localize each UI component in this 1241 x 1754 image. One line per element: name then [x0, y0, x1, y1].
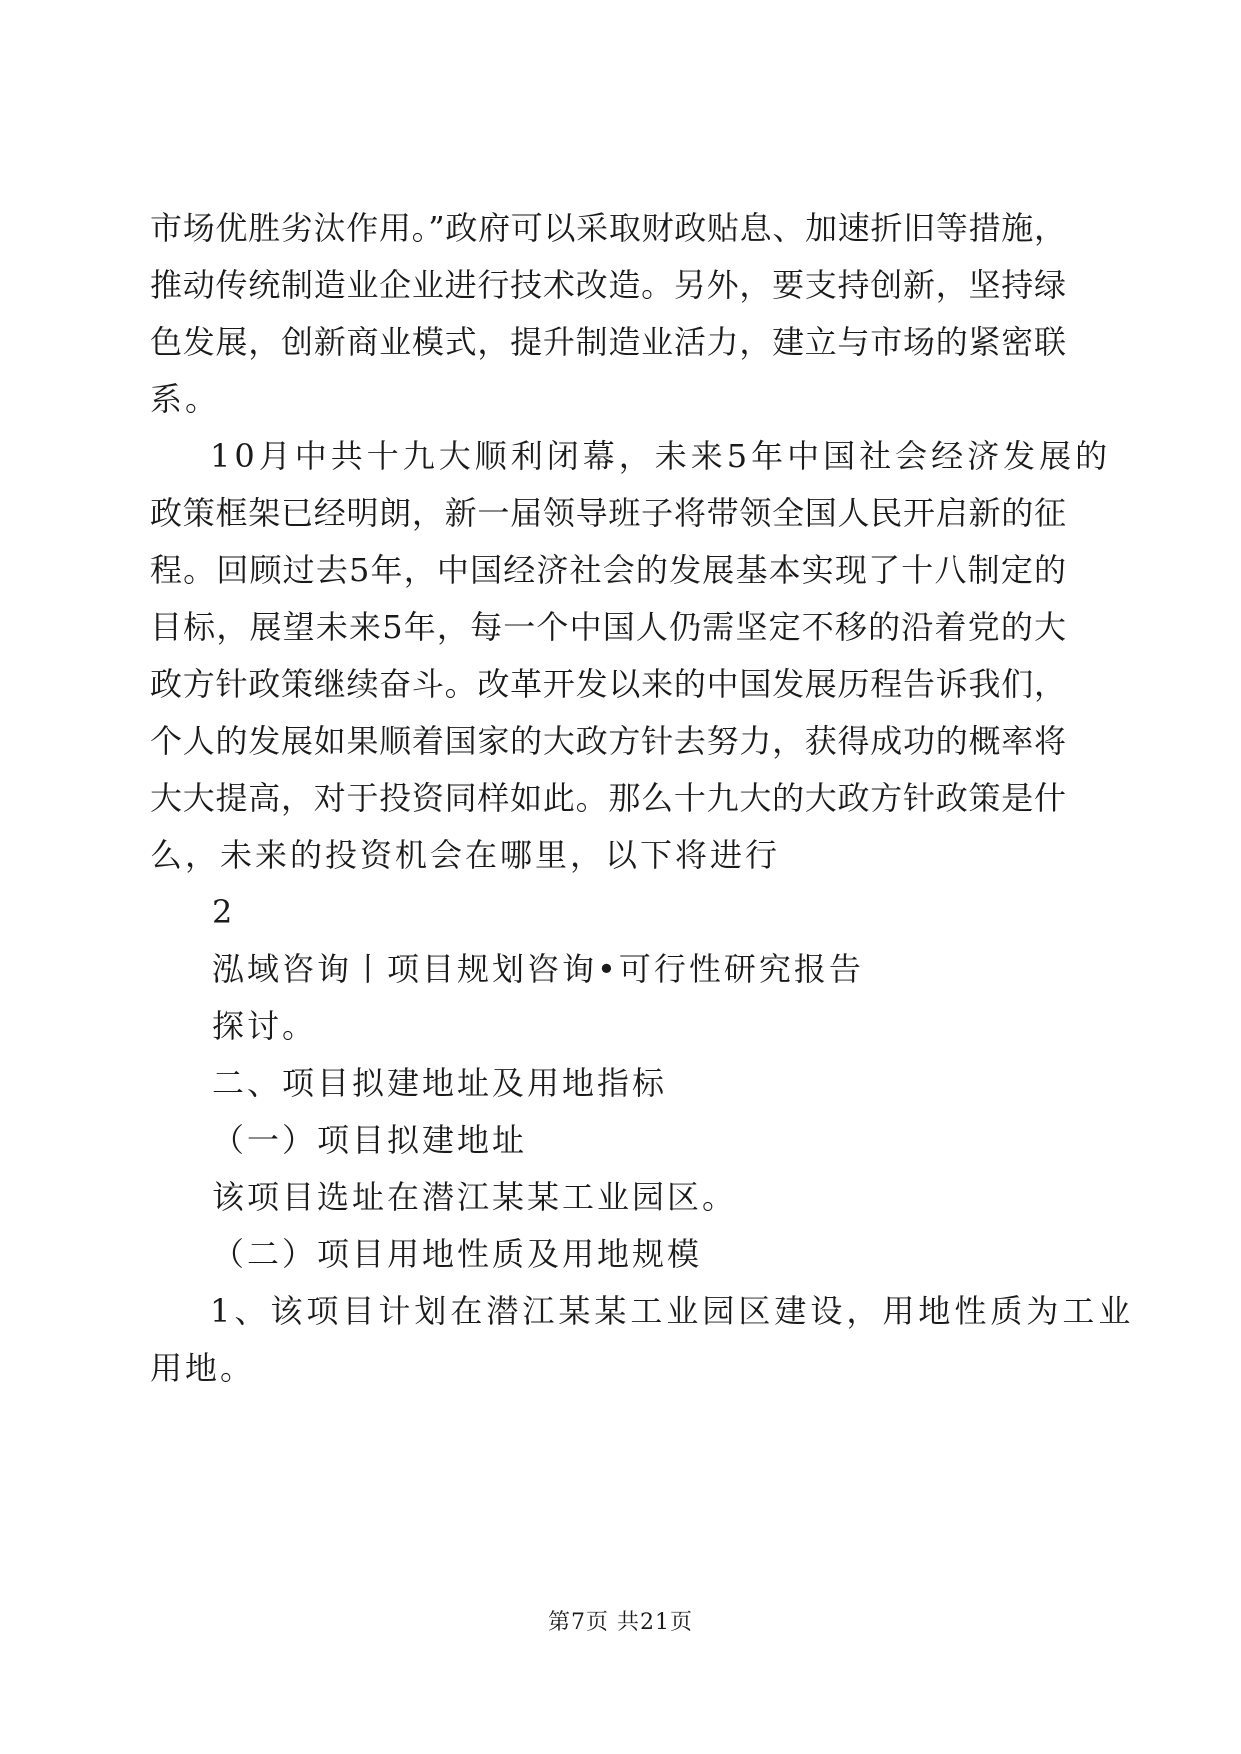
- paragraph-1-line-1: 市场优胜劣汰作用。”政府可以采取财政贴息、加速折旧等措施，: [150, 209, 1066, 247]
- paragraph-2-line-3: 程。回顾过去5年，中国经济社会的发展基本实现了十八制定的: [150, 551, 1066, 589]
- continuation-text: 探讨。: [212, 1007, 318, 1045]
- running-header: 泓域咨询丨项目规划咨询•可行性研究报告: [212, 950, 864, 988]
- item-1-line-2: 用地。: [150, 1349, 256, 1387]
- item-1-line-1: 1、该项目计划在潜江某某工业园区建设，用地性质为工业: [210, 1292, 1135, 1330]
- paragraph-1-line-3: 色发展，创新商业模式，提升制造业活力，建立与市场的紧密联: [150, 323, 1066, 361]
- paragraph-2-line-4: 目标，展望未来5年，每一个中国人仍需坚定不移的沿着党的大: [150, 608, 1066, 646]
- paragraph-2-line-7: 大大提高，对于投资同样如此。那么十九大的大政方针政策是什: [150, 779, 1066, 817]
- subsection-1-heading: （一）项目拟建地址: [212, 1121, 528, 1159]
- paragraph-2-line-8: 么，未来的投资机会在哪里，以下将进行: [150, 836, 781, 874]
- paragraph-2-line-1: 10月中共十九大顺利闭幕，未来5年中国社会经济发展的: [210, 437, 1112, 475]
- paragraph-2-line-6: 个人的发展如果顺着国家的大政方针去努力，获得成功的概率将: [150, 722, 1066, 760]
- subsection-2-heading: （二）项目用地性质及用地规模: [212, 1235, 703, 1273]
- paragraph-2-line-2: 政策框架已经明朗，新一届领导班子将带领全国人民开启新的征: [150, 494, 1066, 532]
- paragraph-1-line-2: 推动传统制造业企业进行技术改造。另外，要支持创新，坚持绿: [150, 266, 1066, 304]
- section-heading: 二、项目拟建地址及用地指标: [212, 1064, 668, 1102]
- paragraph-2-line-5: 政方针政策继续奋斗。改革开发以来的中国发展历程告诉我们，: [150, 665, 1066, 703]
- subsection-1-text: 该项目选址在潜江某某工业园区。: [212, 1178, 738, 1216]
- paragraph-1-line-4: 系。: [150, 380, 221, 418]
- page-marker: 2: [212, 893, 236, 931]
- page-footer: 第7页 共21页: [548, 1610, 693, 1635]
